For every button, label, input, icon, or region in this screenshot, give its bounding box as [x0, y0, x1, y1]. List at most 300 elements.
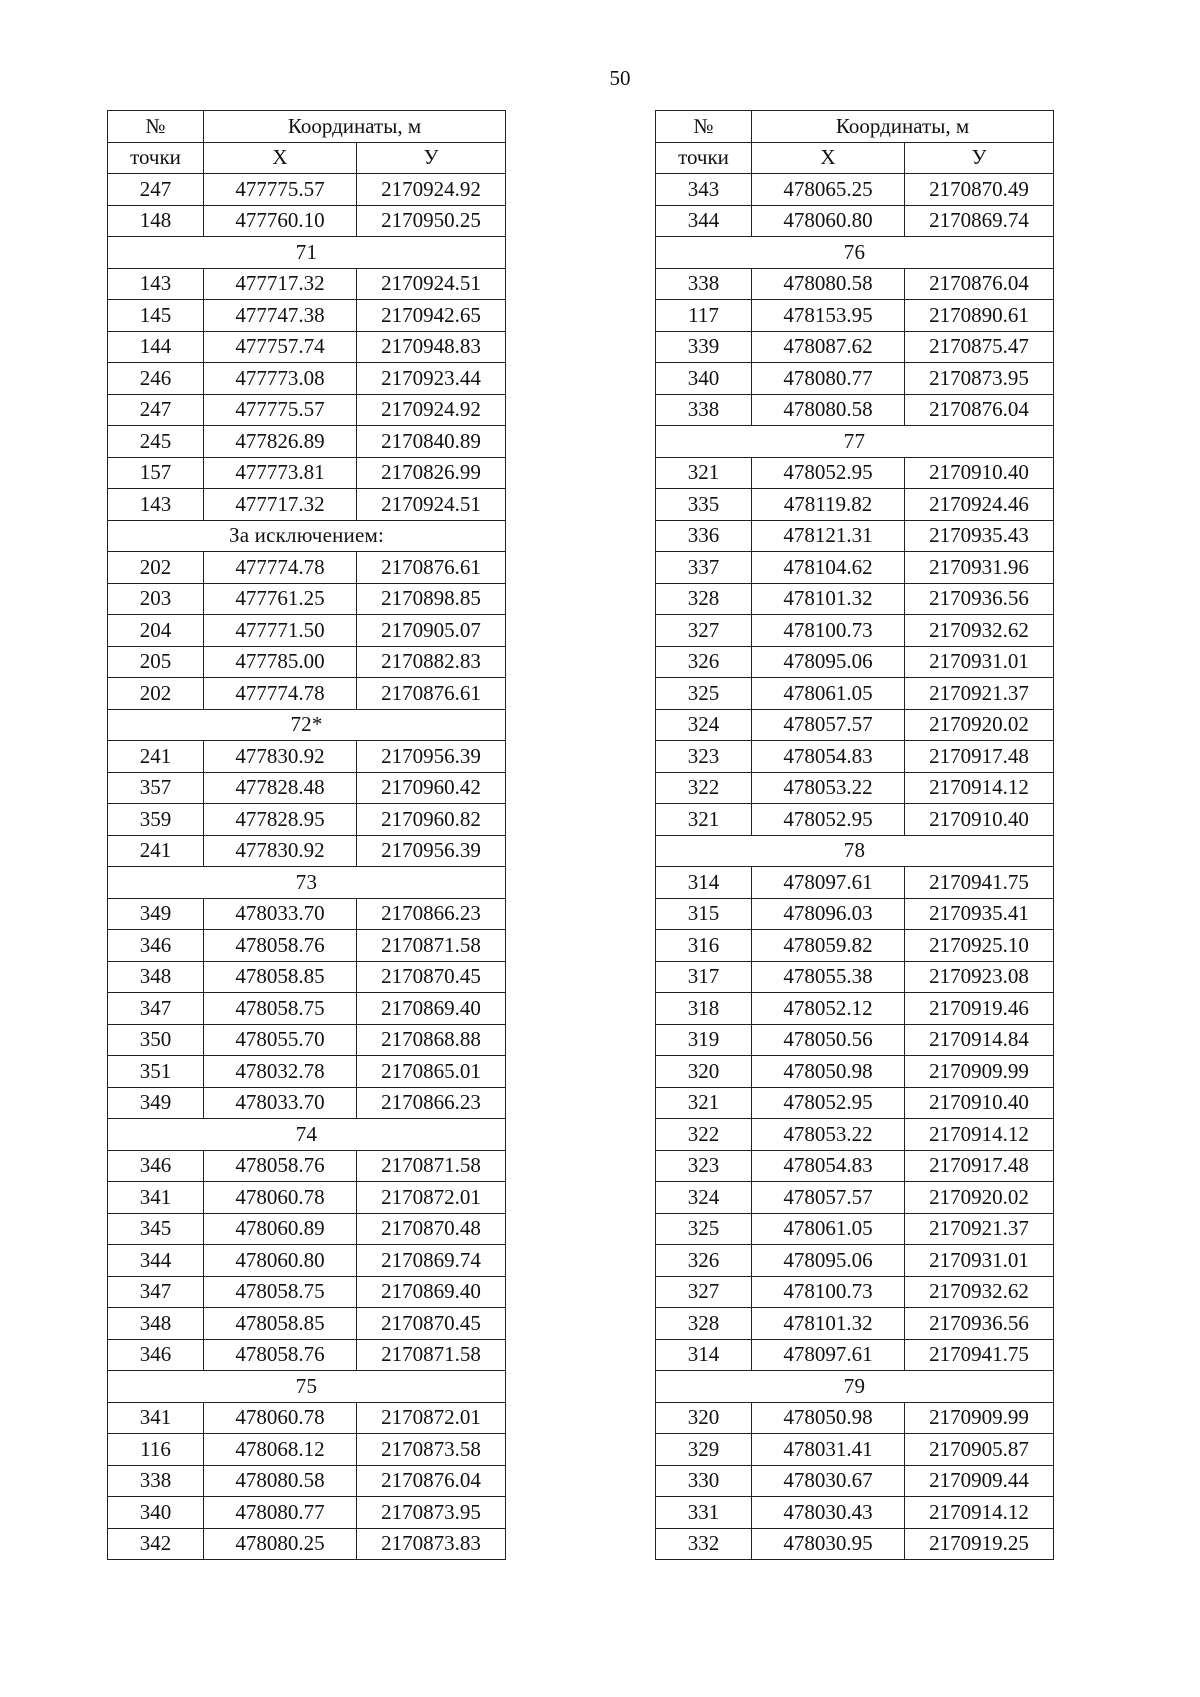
y-coordinate-cell: 2170919.46: [905, 993, 1054, 1025]
point-number-cell: 328: [656, 583, 752, 615]
x-coordinate-cell: 478033.70: [204, 1087, 357, 1119]
y-coordinate-cell: 2170923.08: [905, 961, 1054, 993]
point-number-cell: 241: [108, 741, 204, 773]
table-row: [656, 1087, 1054, 1119]
section-header-row: [108, 709, 506, 741]
x-coordinate-cell: 477775.57: [204, 394, 357, 426]
x-coordinate-cell: 478032.78: [204, 1056, 357, 1088]
x-coordinate-cell: 478121.31: [752, 520, 905, 552]
point-number-cell: 321: [656, 457, 752, 489]
x-column-header: X: [752, 142, 905, 174]
coordinates-table-right: [655, 110, 1054, 1560]
y-coordinate-cell: 2170890.61: [905, 300, 1054, 332]
y-coordinate-cell: 2170924.92: [357, 174, 506, 206]
table-row: [656, 1497, 1054, 1529]
point-number-cell: 202: [108, 678, 204, 710]
point-number-cell: 346: [108, 1339, 204, 1371]
table-row: [656, 1182, 1054, 1214]
x-coordinate-cell: 478080.77: [204, 1497, 357, 1529]
section-label: 74: [108, 1119, 506, 1151]
point-number-cell: 348: [108, 1308, 204, 1340]
y-coordinate-cell: 2170923.44: [357, 363, 506, 395]
x-coordinate-cell: 478058.76: [204, 930, 357, 962]
table-row: [108, 930, 506, 962]
point-number-cell: 347: [108, 1276, 204, 1308]
y-coordinate-cell: 2170956.39: [357, 741, 506, 773]
x-coordinate-cell: 478050.98: [752, 1402, 905, 1434]
y-coordinate-cell: 2170909.99: [905, 1402, 1054, 1434]
x-coordinate-cell: 478119.82: [752, 489, 905, 521]
section-label: 72*: [108, 709, 506, 741]
table-row: [656, 268, 1054, 300]
point-number-cell: 338: [656, 394, 752, 426]
section-header-row: [656, 426, 1054, 458]
point-number-cell: 338: [656, 268, 752, 300]
table-row: [108, 1497, 506, 1529]
point-number-cell: 326: [656, 646, 752, 678]
table-row: [656, 205, 1054, 237]
y-coordinate-cell: 2170873.83: [357, 1528, 506, 1560]
point-number-cell: 328: [656, 1308, 752, 1340]
y-coordinate-cell: 2170876.04: [357, 1465, 506, 1497]
x-coordinate-cell: 477785.00: [204, 646, 357, 678]
x-coordinate-cell: 478060.80: [204, 1245, 357, 1277]
point-number-cell: 320: [656, 1056, 752, 1088]
x-coordinate-cell: 478095.06: [752, 646, 905, 678]
y-column-header: У: [357, 142, 506, 174]
y-coordinate-cell: 2170941.75: [905, 867, 1054, 899]
point-number-cell: 157: [108, 457, 204, 489]
y-coordinate-cell: 2170941.75: [905, 1339, 1054, 1371]
x-coordinate-cell: 478080.77: [752, 363, 905, 395]
y-coordinate-cell: 2170932.62: [905, 615, 1054, 647]
y-coordinate-cell: 2170866.23: [357, 898, 506, 930]
table-row: [656, 1465, 1054, 1497]
table-row: [108, 1402, 506, 1434]
x-coordinate-cell: 478080.25: [204, 1528, 357, 1560]
x-coordinate-cell: 478104.62: [752, 552, 905, 584]
point-number-cell: 241: [108, 835, 204, 867]
x-coordinate-cell: 477717.32: [204, 268, 357, 300]
y-coordinate-cell: 2170914.12: [905, 1497, 1054, 1529]
y-coordinate-cell: 2170921.37: [905, 1213, 1054, 1245]
y-coordinate-cell: 2170872.01: [357, 1402, 506, 1434]
point-number-cell: 315: [656, 898, 752, 930]
x-coordinate-cell: 478068.12: [204, 1434, 357, 1466]
table-row: [108, 741, 506, 773]
point-number-cell: 326: [656, 1245, 752, 1277]
point-number-cell: 246: [108, 363, 204, 395]
table-row: [108, 363, 506, 395]
x-coordinate-cell: 478058.75: [204, 1276, 357, 1308]
x-coordinate-cell: 478052.12: [752, 993, 905, 1025]
x-coordinate-cell: 478060.80: [752, 205, 905, 237]
section-header-row: [108, 867, 506, 899]
y-coordinate-cell: 2170950.25: [357, 205, 506, 237]
point-number-header: №: [656, 111, 752, 143]
page-number: 50: [609, 66, 631, 90]
x-coordinate-cell: 478080.58: [204, 1465, 357, 1497]
point-number-cell: 345: [108, 1213, 204, 1245]
x-coordinate-cell: 478101.32: [752, 583, 905, 615]
table-row: [108, 205, 506, 237]
y-coordinate-cell: 2170871.58: [357, 1339, 506, 1371]
table-row: [656, 1434, 1054, 1466]
point-number-cell: 348: [108, 961, 204, 993]
table-row: [656, 1150, 1054, 1182]
point-number-cell: 349: [108, 898, 204, 930]
point-number-cell: 323: [656, 741, 752, 773]
x-coordinate-cell: 477761.25: [204, 583, 357, 615]
y-coordinate-cell: 2170876.04: [905, 268, 1054, 300]
y-coordinate-cell: 2170873.95: [905, 363, 1054, 395]
y-coordinate-cell: 2170936.56: [905, 1308, 1054, 1340]
x-coordinate-cell: 477747.38: [204, 300, 357, 332]
table-row: [656, 961, 1054, 993]
y-coordinate-cell: 2170960.42: [357, 772, 506, 804]
y-coordinate-cell: 2170873.58: [357, 1434, 506, 1466]
point-number-cell: 314: [656, 1339, 752, 1371]
y-coordinate-cell: 2170870.49: [905, 174, 1054, 206]
x-coordinate-cell: 478061.05: [752, 678, 905, 710]
point-number-cell: 349: [108, 1087, 204, 1119]
point-number-cell: 245: [108, 426, 204, 458]
table-row: [108, 426, 506, 458]
point-number-cell: 145: [108, 300, 204, 332]
point-number-cell: 341: [108, 1182, 204, 1214]
point-number-cell: 346: [108, 930, 204, 962]
point-number-cell: 321: [656, 1087, 752, 1119]
x-coordinate-cell: 477830.92: [204, 741, 357, 773]
point-number-subheader: точки: [656, 142, 752, 174]
point-number-cell: 316: [656, 930, 752, 962]
table-row: [108, 1339, 506, 1371]
table-row: [108, 457, 506, 489]
y-coordinate-cell: 2170882.83: [357, 646, 506, 678]
y-coordinate-cell: 2170960.82: [357, 804, 506, 836]
table-row: [656, 867, 1054, 899]
table-row: [656, 331, 1054, 363]
point-number-cell: 325: [656, 678, 752, 710]
coordinates-header: Координаты, м: [204, 111, 506, 143]
x-coordinate-cell: 478061.05: [752, 1213, 905, 1245]
section-header-row: [108, 1371, 506, 1403]
point-number-cell: 148: [108, 205, 204, 237]
x-coordinate-cell: 478080.58: [752, 268, 905, 300]
point-number-cell: 320: [656, 1402, 752, 1434]
table-row: [108, 489, 506, 521]
y-coordinate-cell: 2170920.02: [905, 709, 1054, 741]
y-coordinate-cell: 2170876.61: [357, 552, 506, 584]
x-coordinate-cell: 478097.61: [752, 1339, 905, 1371]
y-coordinate-cell: 2170840.89: [357, 426, 506, 458]
table-row: [108, 678, 506, 710]
x-coordinate-cell: 478101.32: [752, 1308, 905, 1340]
y-coordinate-cell: 2170869.74: [905, 205, 1054, 237]
x-coordinate-cell: 478050.56: [752, 1024, 905, 1056]
x-coordinate-cell: 478052.95: [752, 1087, 905, 1119]
table-row: [656, 898, 1054, 930]
point-number-cell: 247: [108, 174, 204, 206]
point-number-cell: 117: [656, 300, 752, 332]
y-coordinate-cell: 2170932.62: [905, 1276, 1054, 1308]
table-row: [656, 1402, 1054, 1434]
section-header-row: [108, 237, 506, 269]
y-coordinate-cell: 2170872.01: [357, 1182, 506, 1214]
y-coordinate-cell: 2170826.99: [357, 457, 506, 489]
point-number-cell: 324: [656, 709, 752, 741]
y-coordinate-cell: 2170924.46: [905, 489, 1054, 521]
section-label: 76: [656, 237, 1054, 269]
section-label: 77: [656, 426, 1054, 458]
table-row: [108, 1024, 506, 1056]
y-coordinate-cell: 2170870.45: [357, 961, 506, 993]
y-coordinate-cell: 2170869.40: [357, 1276, 506, 1308]
table-row: [108, 772, 506, 804]
x-coordinate-cell: 478033.70: [204, 898, 357, 930]
point-number-cell: 321: [656, 804, 752, 836]
table-row: [656, 930, 1054, 962]
x-coordinate-cell: 478058.76: [204, 1339, 357, 1371]
table-row: [656, 457, 1054, 489]
table-row: [656, 1056, 1054, 1088]
point-number-cell: 347: [108, 993, 204, 1025]
x-coordinate-cell: 477773.08: [204, 363, 357, 395]
x-coordinate-cell: 478050.98: [752, 1056, 905, 1088]
point-number-cell: 337: [656, 552, 752, 584]
point-number-cell: 350: [108, 1024, 204, 1056]
x-coordinate-cell: 478060.78: [204, 1402, 357, 1434]
table-row: [656, 583, 1054, 615]
x-coordinate-cell: 478096.03: [752, 898, 905, 930]
y-coordinate-cell: 2170914.12: [905, 1119, 1054, 1151]
y-coordinate-cell: 2170898.85: [357, 583, 506, 615]
table-row: [108, 1528, 506, 1560]
x-coordinate-cell: 478054.83: [752, 1150, 905, 1182]
point-number-cell: 344: [108, 1245, 204, 1277]
table-row: [656, 1245, 1054, 1277]
y-coordinate-cell: 2170871.58: [357, 930, 506, 962]
point-number-cell: 323: [656, 1150, 752, 1182]
x-coordinate-cell: 478053.22: [752, 1119, 905, 1151]
point-number-cell: 344: [656, 205, 752, 237]
y-coordinate-cell: 2170956.39: [357, 835, 506, 867]
point-number-cell: 324: [656, 1182, 752, 1214]
coordinates-header: Координаты, м: [752, 111, 1054, 143]
point-number-cell: 339: [656, 331, 752, 363]
table-row: [108, 615, 506, 647]
table-row: [656, 1339, 1054, 1371]
y-coordinate-cell: 2170925.10: [905, 930, 1054, 962]
y-coordinate-cell: 2170909.44: [905, 1465, 1054, 1497]
table-row: [656, 646, 1054, 678]
x-coordinate-cell: 478057.57: [752, 1182, 905, 1214]
y-coordinate-cell: 2170865.01: [357, 1056, 506, 1088]
table-row: [108, 1276, 506, 1308]
x-coordinate-cell: 477717.32: [204, 489, 357, 521]
point-number-cell: 335: [656, 489, 752, 521]
table-row: [656, 552, 1054, 584]
y-coordinate-cell: 2170924.92: [357, 394, 506, 426]
point-number-subheader: точки: [108, 142, 204, 174]
point-number-cell: 340: [108, 1497, 204, 1529]
x-coordinate-cell: 478030.95: [752, 1528, 905, 1560]
point-number-cell: 205: [108, 646, 204, 678]
table-row: [656, 1276, 1054, 1308]
table-row: [656, 1119, 1054, 1151]
table-row: [656, 174, 1054, 206]
table-row: [656, 1024, 1054, 1056]
x-coordinate-cell: 478153.95: [752, 300, 905, 332]
point-number-cell: 247: [108, 394, 204, 426]
x-coordinate-cell: 478030.43: [752, 1497, 905, 1529]
y-coordinate-cell: 2170869.40: [357, 993, 506, 1025]
point-number-header: №: [108, 111, 204, 143]
x-coordinate-cell: 478058.76: [204, 1150, 357, 1182]
table-row: [108, 174, 506, 206]
point-number-cell: 359: [108, 804, 204, 836]
point-number-cell: 327: [656, 1276, 752, 1308]
table-row: [108, 1434, 506, 1466]
x-coordinate-cell: 477760.10: [204, 205, 357, 237]
section-header-row: [656, 835, 1054, 867]
table-row: [108, 331, 506, 363]
table-row: [656, 741, 1054, 773]
x-coordinate-cell: 478052.95: [752, 804, 905, 836]
x-coordinate-cell: 478053.22: [752, 772, 905, 804]
x-coordinate-cell: 478030.67: [752, 1465, 905, 1497]
y-coordinate-cell: 2170917.48: [905, 741, 1054, 773]
point-number-cell: 343: [656, 174, 752, 206]
table-row: [108, 1182, 506, 1214]
y-coordinate-cell: 2170919.25: [905, 1528, 1054, 1560]
x-coordinate-cell: 478100.73: [752, 1276, 905, 1308]
x-coordinate-cell: 478080.58: [752, 394, 905, 426]
table-row: [656, 678, 1054, 710]
y-coordinate-cell: 2170870.48: [357, 1213, 506, 1245]
point-number-cell: 203: [108, 583, 204, 615]
point-number-cell: 342: [108, 1528, 204, 1560]
x-coordinate-cell: 477830.92: [204, 835, 357, 867]
section-header-row: [108, 520, 506, 552]
point-number-cell: 336: [656, 520, 752, 552]
point-number-cell: 143: [108, 489, 204, 521]
x-coordinate-cell: 478057.57: [752, 709, 905, 741]
coordinates-table-left: [107, 110, 506, 1560]
y-coordinate-cell: 2170931.01: [905, 646, 1054, 678]
y-coordinate-cell: 2170876.04: [905, 394, 1054, 426]
table-header-row: [656, 111, 1054, 143]
x-coordinate-cell: 477757.74: [204, 331, 357, 363]
point-number-cell: 322: [656, 772, 752, 804]
table-row: [108, 1308, 506, 1340]
table-row: [656, 300, 1054, 332]
point-number-cell: 325: [656, 1213, 752, 1245]
x-column-header: X: [204, 142, 357, 174]
x-coordinate-cell: 478060.89: [204, 1213, 357, 1245]
table-body: [656, 174, 1054, 1560]
x-coordinate-cell: 478031.41: [752, 1434, 905, 1466]
table-row: [108, 898, 506, 930]
point-number-cell: 340: [656, 363, 752, 395]
section-header-row: [108, 1119, 506, 1151]
y-coordinate-cell: 2170917.48: [905, 1150, 1054, 1182]
x-coordinate-cell: 478052.95: [752, 457, 905, 489]
point-number-cell: 327: [656, 615, 752, 647]
table-body: [108, 174, 506, 1560]
y-coordinate-cell: 2170866.23: [357, 1087, 506, 1119]
section-label: 75: [108, 1371, 506, 1403]
x-coordinate-cell: 478058.75: [204, 993, 357, 1025]
point-number-cell: 317: [656, 961, 752, 993]
y-coordinate-cell: 2170931.96: [905, 552, 1054, 584]
x-coordinate-cell: 478054.83: [752, 741, 905, 773]
section-label: 71: [108, 237, 506, 269]
point-number-cell: 341: [108, 1402, 204, 1434]
table-row: [656, 489, 1054, 521]
y-coordinate-cell: 2170869.74: [357, 1245, 506, 1277]
table-row: [108, 300, 506, 332]
x-coordinate-cell: 478055.38: [752, 961, 905, 993]
table-row: [108, 804, 506, 836]
point-number-cell: 319: [656, 1024, 752, 1056]
section-label: 79: [656, 1371, 1054, 1403]
table-row: [108, 583, 506, 615]
point-number-cell: 338: [108, 1465, 204, 1497]
y-coordinate-cell: 2170920.02: [905, 1182, 1054, 1214]
y-coordinate-cell: 2170910.40: [905, 457, 1054, 489]
y-coordinate-cell: 2170914.12: [905, 772, 1054, 804]
x-coordinate-cell: 477774.78: [204, 678, 357, 710]
x-coordinate-cell: 478100.73: [752, 615, 905, 647]
section-label: За исключением:: [108, 520, 506, 552]
x-coordinate-cell: 477774.78: [204, 552, 357, 584]
table-row: [108, 1465, 506, 1497]
x-coordinate-cell: 478058.85: [204, 961, 357, 993]
y-coordinate-cell: 2170935.41: [905, 898, 1054, 930]
table-header-row: [108, 111, 506, 143]
y-coordinate-cell: 2170905.87: [905, 1434, 1054, 1466]
y-coordinate-cell: 2170868.88: [357, 1024, 506, 1056]
point-number-cell: 357: [108, 772, 204, 804]
table-row: [108, 1056, 506, 1088]
point-number-cell: 332: [656, 1528, 752, 1560]
x-coordinate-cell: 478065.25: [752, 174, 905, 206]
y-coordinate-cell: 2170871.58: [357, 1150, 506, 1182]
y-coordinate-cell: 2170870.45: [357, 1308, 506, 1340]
point-number-cell: 116: [108, 1434, 204, 1466]
section-header-row: [656, 237, 1054, 269]
point-number-cell: 144: [108, 331, 204, 363]
y-coordinate-cell: 2170873.95: [357, 1497, 506, 1529]
table-subheader-row: [656, 142, 1054, 174]
table-row: [656, 1308, 1054, 1340]
table-row: [656, 520, 1054, 552]
x-coordinate-cell: 478097.61: [752, 867, 905, 899]
table-subheader-row: [108, 142, 506, 174]
section-header-row: [656, 1371, 1054, 1403]
table-row: [656, 804, 1054, 836]
table-row: [656, 772, 1054, 804]
table-row: [108, 1213, 506, 1245]
table-row: [656, 1528, 1054, 1560]
table-row: [108, 961, 506, 993]
y-column-header: У: [905, 142, 1054, 174]
point-number-cell: 346: [108, 1150, 204, 1182]
table-row: [656, 1213, 1054, 1245]
table-row: [656, 615, 1054, 647]
y-coordinate-cell: 2170924.51: [357, 268, 506, 300]
